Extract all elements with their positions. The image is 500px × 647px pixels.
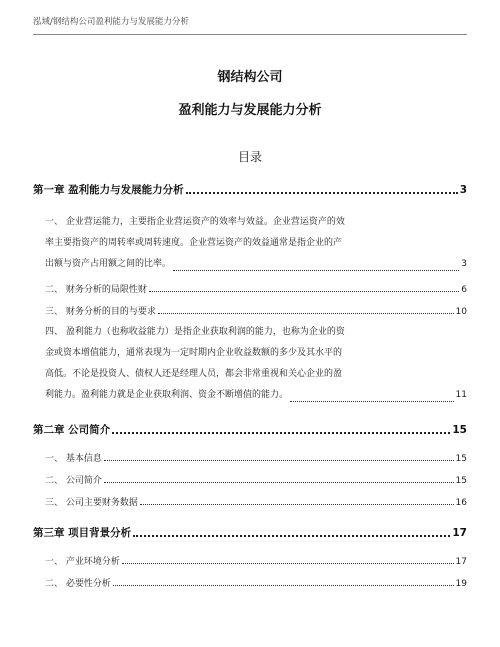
toc-section-3-1[interactable] [45, 554, 467, 567]
toc-entry-label: 二、 公司简介 [45, 476, 102, 486]
toc-section-2-3[interactable] [45, 495, 467, 508]
toc-entry-line: 一、 企业营运能力，主要指企业营运资产的效率与效益。企业营运资产的效 [45, 217, 345, 227]
toc-leader [104, 482, 454, 483]
toc-page-number: 15 [452, 424, 467, 436]
toc-entry-line: 出额与资产占用额之间的比率。 [45, 259, 172, 269]
toc-page-number: 3 [459, 184, 467, 196]
toc-leader [290, 401, 454, 402]
toc-chapter-2[interactable] [33, 422, 467, 437]
toc-leader [186, 192, 458, 194]
toc-entry-line: 金或资本增值能力，通常表现为一定时期内企业收益数额的多少及其水平的 [45, 348, 343, 358]
toc-section-1-3[interactable] [45, 304, 467, 317]
toc-entry-label: 一、 基本信息 [45, 454, 102, 464]
toc-section-2-1[interactable] [45, 451, 467, 464]
header-rule [33, 34, 467, 35]
toc-entry-label: 二、 财务分析的局限性财 [45, 285, 147, 295]
toc-section-1-2[interactable] [45, 282, 467, 295]
toc-entry-label: 三、 公司主要财务数据 [45, 498, 138, 508]
toc-entry-last-line [45, 254, 467, 275]
toc-section-3-2[interactable] [45, 576, 467, 589]
toc-entry-line: 率主要指资产的周转率或周转速度。企业营运资产的效益通常是指企业的产 [45, 238, 343, 248]
toc-page-number: 10 [455, 307, 467, 317]
document-main-title: 盈利能力与发展能力分析 [178, 103, 322, 118]
toc-page-number: 17 [455, 557, 467, 567]
toc-leader [140, 504, 454, 505]
running-header: 泓域/钢结构公司盈利能力与发展能力分析 [33, 17, 189, 27]
toc-entry-label: 三、 财务分析的目的与要求 [45, 307, 156, 317]
toc-page-number: 3 [461, 259, 467, 269]
toc-chapter-3[interactable] [33, 525, 467, 540]
toc-section-1-4[interactable] [45, 322, 467, 406]
toc-heading: 目录 [237, 150, 262, 164]
toc-entry-label: 一、 产业环境分析 [45, 557, 120, 567]
toc-page-number: 15 [455, 454, 467, 464]
toc-entry-line: 利能力。盈利能力就是企业获取利润、资金不断增值的能力。 [45, 390, 289, 400]
toc-chapter-1[interactable] [33, 182, 467, 197]
toc-leader [104, 460, 454, 461]
toc-leader [133, 535, 450, 537]
toc-entry-line: 高低。不论是投资人、债权人还是经理人员，都会非常重视和关心企业的盈 [45, 369, 343, 379]
toc-leader [173, 270, 459, 271]
toc-entry-label: 第二章 公司简介 [33, 424, 111, 436]
toc-leader [149, 291, 459, 292]
toc-entry-label: 二、 必要性分析 [45, 579, 111, 589]
toc-section-2-2[interactable] [45, 473, 467, 486]
toc-page-number: 16 [455, 498, 467, 508]
toc-entry-label: 第一章 盈利能力与发展能力分析 [33, 184, 184, 196]
toc-entry-label: 第三章 项目背景分析 [33, 527, 132, 539]
toc-entry-line: 四、 盈利能力（也称收益能力）是指企业获取利润的能力，也称为企业的资 [45, 327, 345, 337]
document-company-title: 钢结构公司 [217, 70, 283, 85]
toc-page-number: 17 [452, 527, 467, 539]
toc-page-number: 6 [461, 285, 467, 295]
toc-page-number: 15 [455, 476, 467, 486]
toc-leader [113, 585, 454, 586]
toc-leader [112, 432, 450, 434]
toc-leader [158, 313, 454, 314]
toc-entry-last-line [45, 385, 467, 406]
toc-section-1-1[interactable] [45, 212, 467, 275]
toc-page-number: 11 [455, 390, 467, 400]
toc-leader [122, 563, 454, 564]
toc-page-number: 19 [455, 579, 467, 589]
